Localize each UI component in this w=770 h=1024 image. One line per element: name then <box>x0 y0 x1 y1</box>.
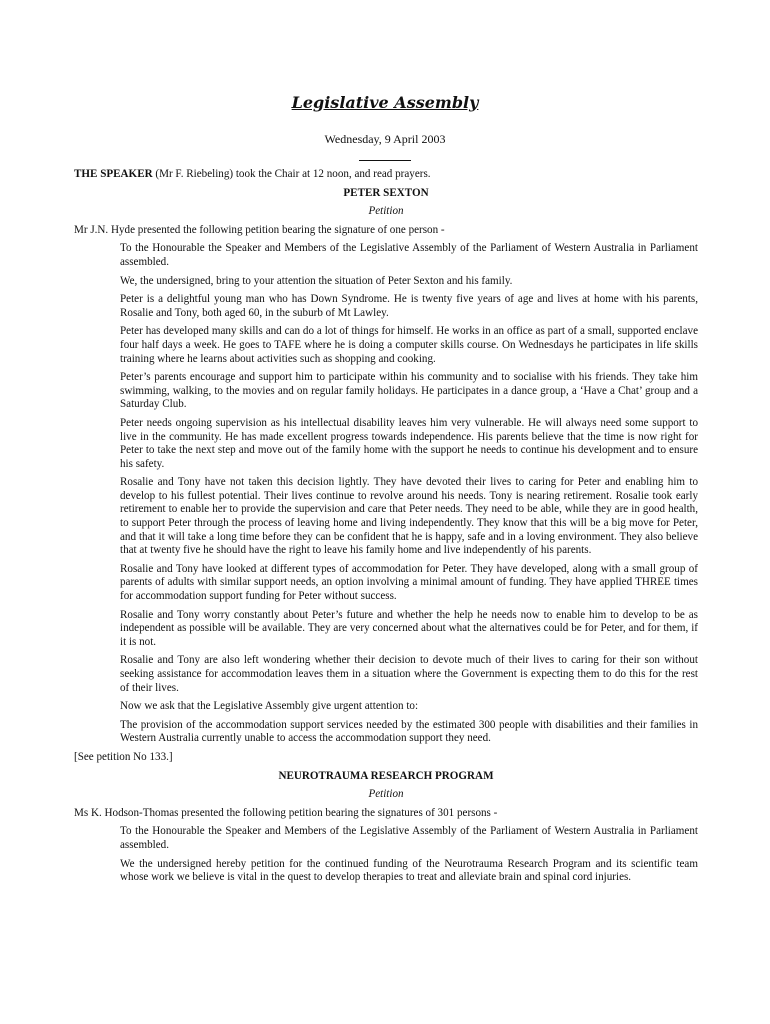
petition-paragraph: The provision of the accommodation support services needed by the estimated 300 people with disabilities and their families in Western Australia currently unable to access the accommodation support they need. <box>120 718 698 745</box>
petition-paragraph: Now we ask that the Legislative Assembly give urgent attention to: <box>120 700 419 713</box>
petition-paragraph: We the undersigned hereby petition for the continued funding of the Neurotrauma Research Program and its scientific team whose work we believe is vital in the quest to develop therapies to treat and alleviate brain and spinal cord injuries. <box>120 857 698 884</box>
speaker-text: (Mr F. Riebeling) took the Chair at 12 noon, and read prayers. <box>152 168 431 180</box>
petition-intro: Mr J.N. Hyde presented the following petition bearing the signature of one person - <box>74 223 445 236</box>
petition-intro: Ms K. Hodson-Thomas presented the following petition bearing the signatures of 301 persons - <box>74 806 498 819</box>
petition-paragraph: Rosalie and Tony have looked at different types of accommodation for Peter. They have developed, along with a small group of parents of adults with similar support needs, an option involving a minimal amount of funding. They have applied THREE times for accommodation support funding for Peter without success. <box>120 562 698 603</box>
petition-paragraph: Rosalie and Tony worry constantly about Peter’s future and whether the help he needs now to enable him to develop to be as independent as possible will be available. They are very concerned about what the alternatives could be for Peter, and for them, if it is not. <box>120 608 698 648</box>
petition-paragraph: Rosalie and Tony have not taken this decision lightly. They have devoted their lives to caring for Peter and enabling him to develop to his fullest potential. Their lives continue to revolve around his needs. Tony is nearing retirement. Rosalie took early retirement to enable her to provide the supervision and care that Peter needs. They need to be able, while they are in good health, to support Peter through the process of leaving home and living independently. They know that this will be a big move for Peter, and that it will take a long time before they can be confident that he is happy, safe and in a loving environment. They also believe that at twenty five he should have the right to leave his family home and live independently of his parents. <box>120 476 698 557</box>
page-title: Legislative Assembly <box>291 93 479 112</box>
petition-subheading: Petition <box>368 788 404 801</box>
petition-reference: [See petition No 133.] <box>74 750 173 763</box>
proceedings-body <box>74 168 698 890</box>
petition-subheading: Petition <box>368 205 404 218</box>
petition-heading: NEUROTRAUMA RESEARCH PROGRAM <box>278 769 494 782</box>
petition-paragraph: We, the undersigned, bring to your attention the situation of Peter Sexton and his family. <box>120 274 513 287</box>
opening-statement <box>74 168 698 182</box>
petition-paragraph: Peter has developed many skills and can do a lot of things for himself. He works in an office as part of a small, supported enclave four half days a week. He goes to TAFE where he is doing a computer skills course. On Wednesdays he participates in life skills training where he learns about activities such as shopping and cooking. <box>120 325 698 365</box>
petition-paragraph: Rosalie and Tony are also left wondering whether their decision to devote much of their lives to caring for their son without seeking assistance for accommodation leaves them in a situation where the Government is expecting them to do this for the rest of their lives. <box>120 654 698 694</box>
petition-heading: PETER SEXTON <box>343 186 429 199</box>
petition-paragraph: To the Honourable the Speaker and Members of the Legislative Assembly of the Parliament of Western Australia in Parliament assembled. <box>120 242 698 268</box>
sitting-date: Wednesday, 9 April 2003 <box>324 132 446 146</box>
petition-paragraph: To the Honourable the Speaker and Members of the Legislative Assembly of the Parliament of Western Australia in Parliament assembled. <box>120 825 698 851</box>
title-divider <box>359 160 411 161</box>
petition-paragraph: Peter needs ongoing supervision as his intellectual disability leaves him very vulnerable. He will always need some support to live in the community. He has made excellent progress towards independence. His parents believe that the time is now right for Peter to take the next step and move out of the family home with the support he needs to continue his development and to ensure his safety. <box>120 416 698 470</box>
speaker-label: THE SPEAKER <box>74 168 153 180</box>
petition-paragraph: Peter is a delightful young man who has Down Syndrome. He is twenty five years of age and lives at home with his parents, Rosalie and Tony, both aged 60, in the suburb of Mt Lawley. <box>120 293 698 319</box>
petition-paragraph: Peter’s parents encourage and support him to participate within his community and to socialise with his friends. They take him swimming, walking, to the movies and on regular family holidays. He participates in a dance group, a ‘Have a Chat’ group and a Saturday Club. <box>120 371 698 411</box>
